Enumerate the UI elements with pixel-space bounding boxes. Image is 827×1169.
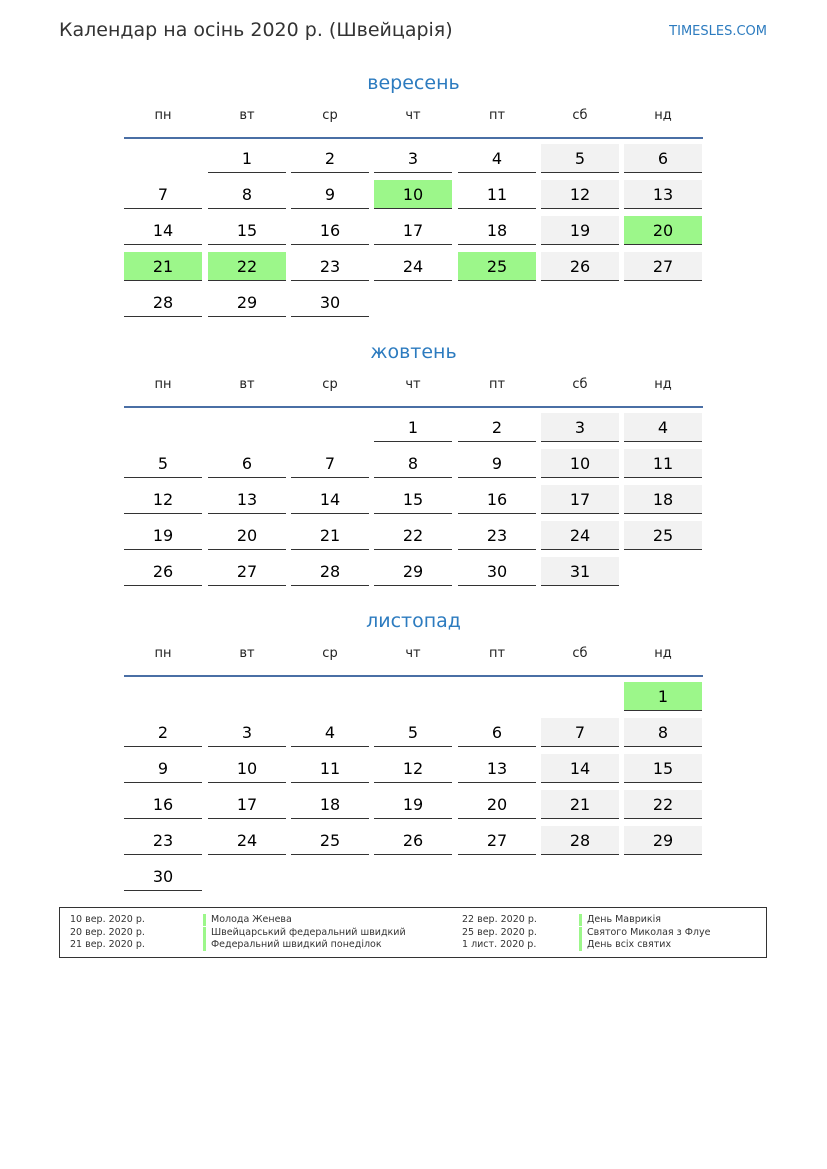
month-name: вересень [367,72,460,94]
day-cell: 28 [124,288,202,317]
day-cell: 11 [291,754,369,783]
month-name: жовтень [370,341,457,363]
day-cell: 12 [124,485,202,514]
day-cell: 18 [624,485,702,514]
day-cell: 10 [541,449,619,478]
day-cell: 29 [208,288,286,317]
day-cell: 19 [124,521,202,550]
weekday-label: чт [405,377,421,392]
day-cell: 10 [208,754,286,783]
day-cell: 23 [291,252,369,281]
day-cell: 9 [124,754,202,783]
weekday-label: пт [488,108,506,123]
day-cell: 4 [624,413,702,442]
weekday-label: ср [322,646,338,661]
day-cell: 23 [458,521,536,550]
day-cell: 26 [124,557,202,586]
legend-date: 10 вер. 2020 р. [70,914,145,925]
day-cell: 24 [541,521,619,550]
day-cell: 7 [124,180,202,209]
header-rule [124,137,703,139]
holiday-day-cell: 1 [624,682,702,711]
weekday-label: чт [405,646,421,661]
day-cell: 4 [458,144,536,173]
day-cell: 1 [208,144,286,173]
day-cell: 2 [291,144,369,173]
legend-date: 25 вер. 2020 р. [462,926,537,938]
day-cell: 14 [541,754,619,783]
day-cell: 13 [624,180,702,209]
day-cell: 17 [208,790,286,819]
day-cell: 15 [374,485,452,514]
day-cell: 11 [458,180,536,209]
holiday-day-cell: 20 [624,216,702,245]
day-cell: 9 [458,449,536,478]
day-cell: 23 [124,826,202,855]
day-cell: 19 [374,790,452,819]
legend-date: 21 вер. 2020 р. [70,939,145,950]
day-cell: 26 [541,252,619,281]
day-cell: 9 [291,180,369,209]
day-cell: 6 [458,718,536,747]
day-cell: 11 [624,449,702,478]
month-name: листопад [366,610,461,632]
day-cell: 22 [624,790,702,819]
day-cell: 25 [624,521,702,550]
day-cell: 7 [541,718,619,747]
day-cell: 8 [374,449,452,478]
weekday-label: пт [488,377,506,392]
day-cell: 15 [624,754,702,783]
day-cell: 6 [624,144,702,173]
day-cell: 12 [374,754,452,783]
day-cell: 21 [291,521,369,550]
holiday-legend [59,907,767,958]
weekday-label: сб [572,108,588,123]
weekday-label: пн [154,377,172,392]
legend-holiday-name: Швейцарський федеральний швидкий [203,927,406,939]
day-cell: 12 [541,180,619,209]
day-cell: 15 [208,216,286,245]
weekday-label: вт [239,108,255,123]
day-cell: 5 [124,449,202,478]
day-cell: 3 [208,718,286,747]
weekday-label: пн [154,646,172,661]
weekday-label: чт [405,108,421,123]
day-cell: 22 [374,521,452,550]
header-rule [124,675,703,677]
weekday-label: нд [654,377,672,392]
month-2 [124,608,703,886]
legend-holiday-name: Святого Миколая з Флуе [579,927,710,939]
day-cell: 28 [291,557,369,586]
day-cell: 7 [291,449,369,478]
legend-date: 1 лист. 2020 р. [462,939,537,950]
day-cell: 2 [124,718,202,747]
day-cell: 18 [458,216,536,245]
day-cell: 3 [374,144,452,173]
day-cell: 13 [208,485,286,514]
day-cell: 24 [374,252,452,281]
day-cell: 4 [291,718,369,747]
legend-holiday-name: День всіх святих [579,939,671,951]
weekday-header [124,377,703,413]
weekday-label: вт [239,377,255,392]
day-cell: 30 [458,557,536,586]
day-cell: 16 [458,485,536,514]
holiday-day-cell: 25 [458,252,536,281]
day-cell: 14 [124,216,202,245]
day-cell: 18 [291,790,369,819]
day-cell: 29 [624,826,702,855]
day-cell: 27 [208,557,286,586]
holiday-day-cell: 21 [124,252,202,281]
holiday-day-cell: 10 [374,180,452,209]
month-1 [124,339,703,581]
weekday-header [124,646,703,682]
day-cell: 13 [458,754,536,783]
weekday-label: ср [322,108,338,123]
day-cell: 20 [458,790,536,819]
weekday-label: нд [654,646,672,661]
header-rule [124,406,703,408]
weekday-label: ср [322,377,338,392]
day-cell: 24 [208,826,286,855]
day-cell: 5 [541,144,619,173]
legend-holiday-name: Федеральний швидкий понеділок [203,939,382,951]
day-cell: 16 [291,216,369,245]
legend-date: 20 вер. 2020 р. [70,926,145,938]
weekday-header [124,108,703,144]
weekday-label: вт [239,646,255,661]
weekday-label: нд [654,108,672,123]
page-title: Календар на осінь 2020 р. (Швейцарія) [59,19,453,41]
day-cell: 17 [374,216,452,245]
day-cell: 16 [124,790,202,819]
day-cell: 27 [458,826,536,855]
day-cell: 14 [291,485,369,514]
day-cell: 28 [541,826,619,855]
weekday-label: пн [154,108,172,123]
day-cell: 27 [624,252,702,281]
day-cell: 8 [624,718,702,747]
day-cell: 8 [208,180,286,209]
site-link[interactable]: TIMESLES.COM [669,24,767,39]
day-cell: 25 [291,826,369,855]
day-cell: 3 [541,413,619,442]
day-cell: 30 [124,862,202,891]
day-cell: 6 [208,449,286,478]
weekday-label: сб [572,377,588,392]
legend-holiday-name: Молода Женева [203,914,292,926]
legend-holiday-name: День Маврикія [579,914,661,926]
day-cell: 19 [541,216,619,245]
day-cell: 17 [541,485,619,514]
legend-date: 22 вер. 2020 р. [462,914,537,925]
day-cell: 31 [541,557,619,586]
day-cell: 20 [208,521,286,550]
holiday-day-cell: 22 [208,252,286,281]
day-cell: 5 [374,718,452,747]
day-cell: 29 [374,557,452,586]
weekday-label: пт [488,646,506,661]
day-cell: 21 [541,790,619,819]
day-cell: 2 [458,413,536,442]
day-cell: 30 [291,288,369,317]
month-0 [124,70,703,312]
day-cell: 26 [374,826,452,855]
day-cell: 1 [374,413,452,442]
weekday-label: сб [572,646,588,661]
